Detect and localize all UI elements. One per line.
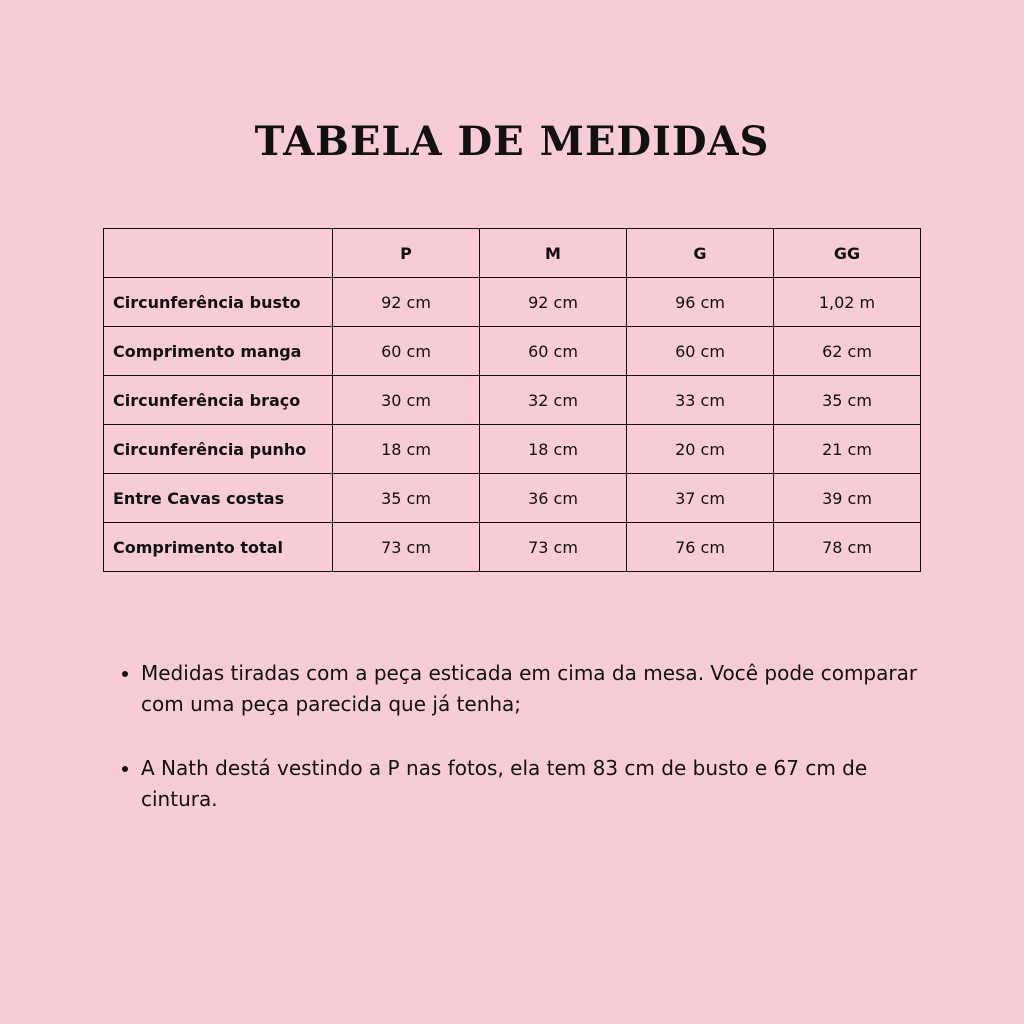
note-text: Medidas tiradas com a peça esticada em cima da mesa. Você pode comparar com uma peça parecida que já tenha; xyxy=(141,661,918,716)
row-label: Circunferência braço xyxy=(104,376,333,425)
table-cell: 18 cm xyxy=(333,425,480,474)
table-header-row xyxy=(104,229,921,278)
table-row xyxy=(104,376,921,425)
table-cell: 78 cm xyxy=(774,523,921,572)
table-cell: 60 cm xyxy=(480,327,627,376)
table-row xyxy=(104,523,921,572)
table-cell: 32 cm xyxy=(480,376,627,425)
table-row xyxy=(104,474,921,523)
row-label: Entre Cavas costas xyxy=(104,474,333,523)
table-cell: 1,02 m xyxy=(774,278,921,327)
note-text: A Nath destá vestindo a P nas fotos, ela tem 83 cm de busto e 67 cm de cintura. xyxy=(141,756,868,811)
table-cell: 37 cm xyxy=(627,474,774,523)
table-cell: 60 cm xyxy=(627,327,774,376)
list-item xyxy=(118,753,938,815)
table-cell: 33 cm xyxy=(627,376,774,425)
table-cell: 30 cm xyxy=(333,376,480,425)
table-row xyxy=(104,278,921,327)
table-row xyxy=(104,327,921,376)
page-title: TABELA DE MEDIDAS xyxy=(254,118,770,165)
table-cell: 92 cm xyxy=(480,278,627,327)
table-cell: 39 cm xyxy=(774,474,921,523)
notes-list xyxy=(118,658,938,848)
bullet-dot-icon xyxy=(122,671,128,677)
table-cell: 35 cm xyxy=(774,376,921,425)
table-cell: 21 cm xyxy=(774,425,921,474)
header-cell-p: P xyxy=(333,229,480,278)
row-label: Comprimento manga xyxy=(104,327,333,376)
table-cell: 73 cm xyxy=(333,523,480,572)
table-cell: 60 cm xyxy=(333,327,480,376)
table-cell: 18 cm xyxy=(480,425,627,474)
header-cell-m: M xyxy=(480,229,627,278)
header-cell-empty xyxy=(104,229,333,278)
row-label: Comprimento total xyxy=(104,523,333,572)
table-cell: 92 cm xyxy=(333,278,480,327)
row-label: Circunferência punho xyxy=(104,425,333,474)
table-cell: 76 cm xyxy=(627,523,774,572)
size-table xyxy=(103,228,921,572)
table-row xyxy=(104,425,921,474)
table-cell: 36 cm xyxy=(480,474,627,523)
table-cell: 96 cm xyxy=(627,278,774,327)
table-cell: 20 cm xyxy=(627,425,774,474)
bullet-dot-icon xyxy=(122,766,128,772)
header-cell-g: G xyxy=(627,229,774,278)
header-cell-gg: GG xyxy=(774,229,921,278)
table-cell: 62 cm xyxy=(774,327,921,376)
table-cell: 35 cm xyxy=(333,474,480,523)
list-item xyxy=(118,658,938,720)
table-cell: 73 cm xyxy=(480,523,627,572)
row-label: Circunferência busto xyxy=(104,278,333,327)
